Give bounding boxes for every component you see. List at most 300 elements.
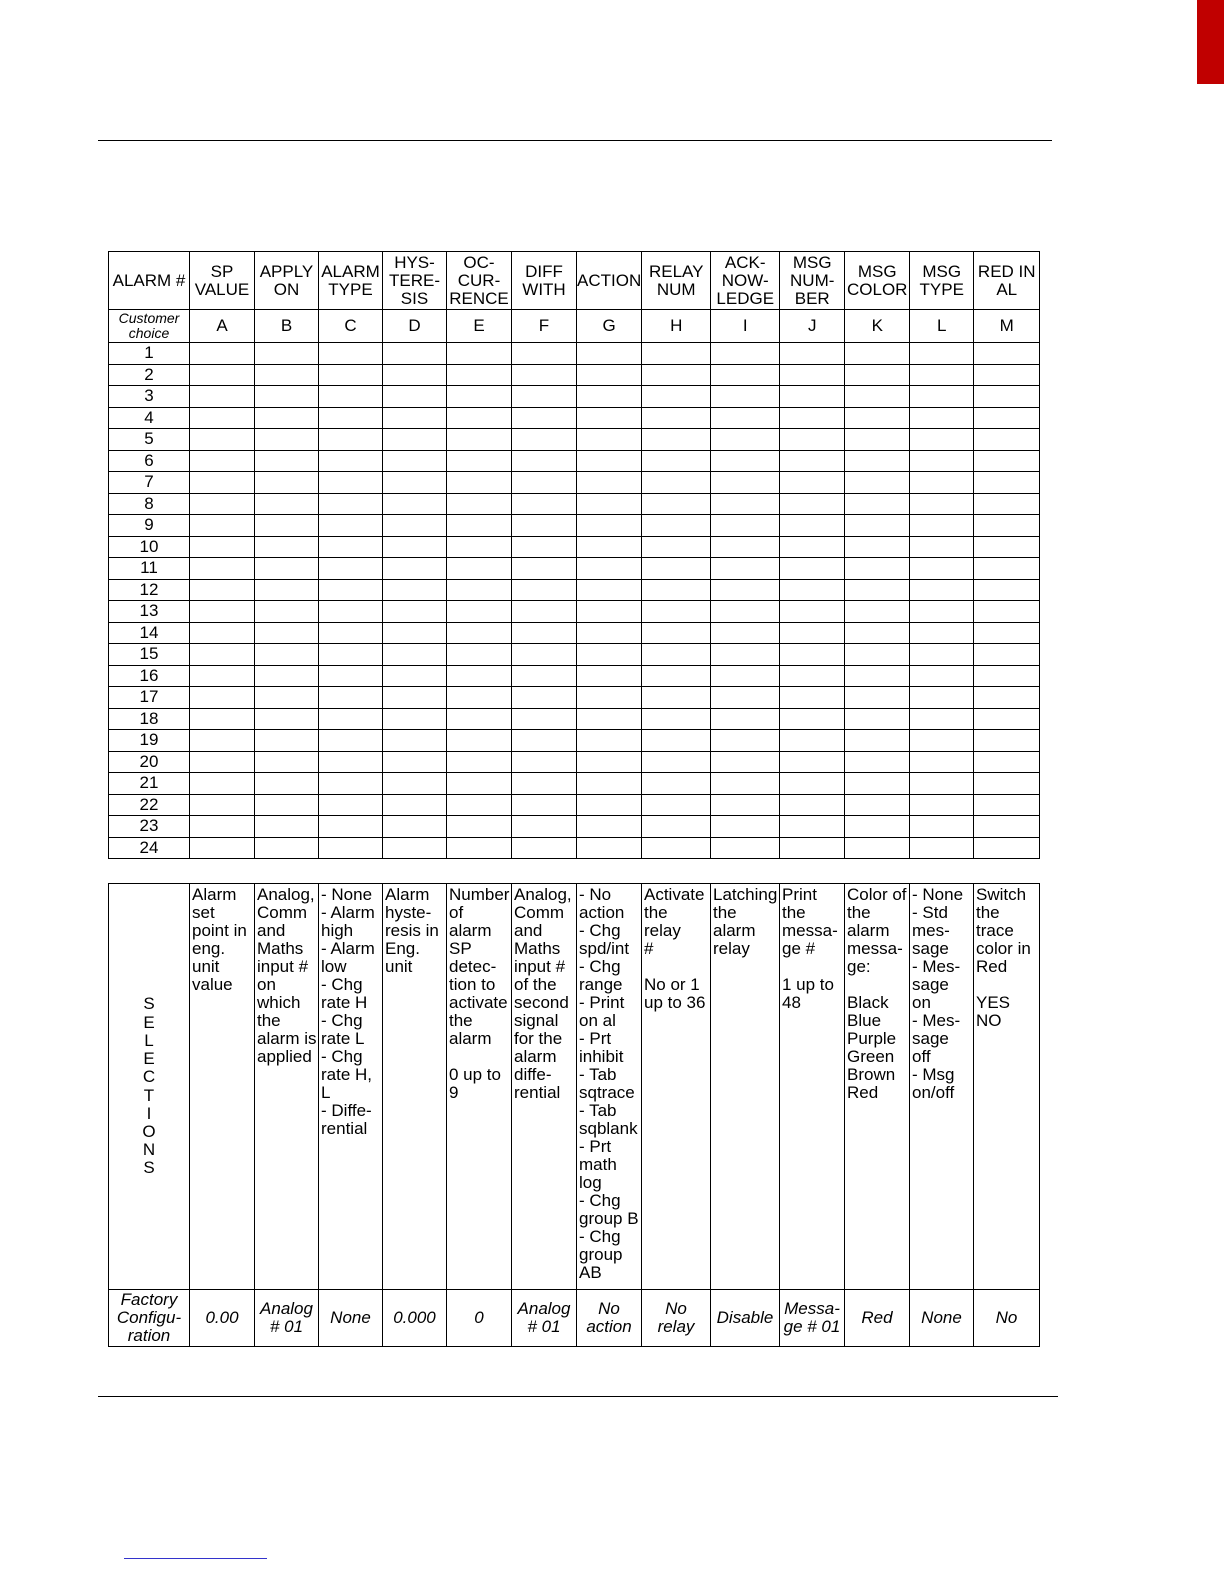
customer-choice-cell bbox=[447, 515, 512, 537]
customer-choice-cell bbox=[780, 730, 845, 752]
customer-choice-cell bbox=[711, 687, 780, 709]
customer-choice-cell bbox=[910, 558, 974, 580]
top-rule bbox=[98, 140, 1052, 141]
customer-choice-cell bbox=[974, 687, 1040, 709]
customer-choice-cell bbox=[255, 794, 319, 816]
header-cell: OC- CUR- RENCE bbox=[447, 252, 512, 310]
header-row bbox=[109, 252, 1040, 310]
alarm-row bbox=[109, 708, 1040, 730]
customer-choice-cell bbox=[642, 515, 711, 537]
alarm-number: 18 bbox=[109, 708, 190, 730]
customer-choice-cell bbox=[190, 622, 255, 644]
customer-choice-cell bbox=[845, 708, 910, 730]
column-letter: I bbox=[711, 310, 780, 343]
alarm-row bbox=[109, 536, 1040, 558]
selections-table bbox=[108, 883, 1040, 1347]
customer-choice-cell bbox=[974, 816, 1040, 838]
customer-choice-cell bbox=[577, 751, 642, 773]
customer-choice-cell bbox=[577, 472, 642, 494]
alarm-row bbox=[109, 472, 1040, 494]
customer-choice-cell bbox=[255, 622, 319, 644]
customer-choice-cell bbox=[845, 794, 910, 816]
customer-choice-cell bbox=[319, 708, 383, 730]
customer-choice-cell bbox=[512, 622, 577, 644]
customer-choice-cell bbox=[319, 558, 383, 580]
customer-choice-cell bbox=[383, 343, 447, 365]
customer-choice-cell bbox=[577, 515, 642, 537]
header-cell: HYS- TERE- SIS bbox=[383, 252, 447, 310]
customer-choice-cell bbox=[447, 665, 512, 687]
customer-choice-cell bbox=[780, 665, 845, 687]
customer-choice-cell bbox=[447, 493, 512, 515]
customer-choice-cell bbox=[642, 837, 711, 859]
customer-choice-cell bbox=[711, 601, 780, 623]
customer-choice-cell bbox=[383, 579, 447, 601]
factory-value: Disable bbox=[711, 1290, 780, 1347]
customer-choice-cell bbox=[447, 558, 512, 580]
customer-choice-cell bbox=[910, 601, 974, 623]
column-letter: H bbox=[642, 310, 711, 343]
customer-choice-cell bbox=[642, 579, 711, 601]
customer-choice-cell bbox=[711, 751, 780, 773]
alarm-number: 14 bbox=[109, 622, 190, 644]
customer-choice-cell bbox=[780, 343, 845, 365]
customer-choice-cell bbox=[910, 493, 974, 515]
customer-choice-cell bbox=[711, 622, 780, 644]
alarm-row bbox=[109, 601, 1040, 623]
customer-choice-cell bbox=[383, 450, 447, 472]
alarm-number: 15 bbox=[109, 644, 190, 666]
customer-choice-cell bbox=[190, 837, 255, 859]
customer-choice-cell bbox=[255, 665, 319, 687]
alarm-row bbox=[109, 386, 1040, 408]
alarm-number: 8 bbox=[109, 493, 190, 515]
customer-choice-cell bbox=[780, 364, 845, 386]
customer-choice-cell bbox=[383, 687, 447, 709]
customer-choice-cell bbox=[642, 407, 711, 429]
alarm-row bbox=[109, 644, 1040, 666]
customer-choice-cell bbox=[910, 816, 974, 838]
customer-choice-cell bbox=[974, 386, 1040, 408]
customer-choice-cell bbox=[190, 536, 255, 558]
customer-choice-cell bbox=[383, 794, 447, 816]
customer-choice-cell bbox=[910, 751, 974, 773]
column-letter: C bbox=[319, 310, 383, 343]
factory-value: Messa- ge # 01 bbox=[780, 1290, 845, 1347]
customer-choice-cell bbox=[255, 837, 319, 859]
customer-choice-cell bbox=[577, 837, 642, 859]
customer-choice-row bbox=[109, 310, 1040, 343]
header-cell: ACTION bbox=[577, 252, 642, 310]
customer-choice-cell bbox=[383, 472, 447, 494]
customer-choice-cell bbox=[319, 601, 383, 623]
customer-choice-cell bbox=[255, 708, 319, 730]
customer-choice-cell bbox=[447, 343, 512, 365]
customer-choice-cell bbox=[974, 665, 1040, 687]
customer-choice-cell bbox=[190, 816, 255, 838]
customer-choice-cell bbox=[780, 429, 845, 451]
header-cell: DIFF WITH bbox=[512, 252, 577, 310]
header-cell: RED IN AL bbox=[974, 252, 1040, 310]
column-letter: E bbox=[447, 310, 512, 343]
selections-label-text: S E L E C T I O N S bbox=[142, 994, 156, 1178]
customer-choice-cell bbox=[577, 794, 642, 816]
alarm-number: 20 bbox=[109, 751, 190, 773]
customer-choice-cell bbox=[383, 536, 447, 558]
customer-choice-cell bbox=[910, 708, 974, 730]
customer-choice-cell bbox=[974, 773, 1040, 795]
alarm-row bbox=[109, 429, 1040, 451]
column-letter: A bbox=[190, 310, 255, 343]
factory-value: Analog # 01 bbox=[255, 1290, 319, 1347]
alarm-number: 6 bbox=[109, 450, 190, 472]
header-cell: ALARM TYPE bbox=[319, 252, 383, 310]
customer-choice-cell bbox=[780, 558, 845, 580]
column-letter: D bbox=[383, 310, 447, 343]
alarm-number: 22 bbox=[109, 794, 190, 816]
customer-choice-cell bbox=[512, 407, 577, 429]
customer-choice-cell bbox=[711, 429, 780, 451]
customer-choice-cell bbox=[255, 536, 319, 558]
customer-choice-cell bbox=[845, 644, 910, 666]
customer-choice-cell bbox=[447, 794, 512, 816]
customer-choice-cell bbox=[447, 751, 512, 773]
customer-choice-cell bbox=[190, 558, 255, 580]
customer-choice-cell bbox=[319, 644, 383, 666]
customer-choice-cell bbox=[974, 407, 1040, 429]
customer-choice-cell bbox=[577, 730, 642, 752]
alarm-number: 5 bbox=[109, 429, 190, 451]
alarm-number: 23 bbox=[109, 816, 190, 838]
customer-choice-cell bbox=[577, 493, 642, 515]
customer-choice-cell bbox=[383, 730, 447, 752]
customer-choice-cell bbox=[845, 536, 910, 558]
customer-choice-cell bbox=[845, 837, 910, 859]
customer-choice-cell bbox=[319, 579, 383, 601]
customer-choice-cell bbox=[383, 773, 447, 795]
customer-choice-cell bbox=[190, 773, 255, 795]
footer-link-underline bbox=[124, 1558, 267, 1559]
customer-choice-cell bbox=[974, 730, 1040, 752]
customer-choice-cell bbox=[512, 816, 577, 838]
customer-choice-cell bbox=[780, 472, 845, 494]
customer-choice-cell bbox=[255, 450, 319, 472]
customer-choice-cell bbox=[512, 515, 577, 537]
customer-choice-cell bbox=[711, 493, 780, 515]
alarm-row bbox=[109, 407, 1040, 429]
customer-choice-cell bbox=[447, 622, 512, 644]
customer-choice-cell bbox=[577, 816, 642, 838]
alarm-row bbox=[109, 450, 1040, 472]
customer-choice-cell bbox=[255, 386, 319, 408]
factory-value: None bbox=[910, 1290, 974, 1347]
customer-choice-cell bbox=[910, 579, 974, 601]
customer-choice-cell bbox=[447, 601, 512, 623]
customer-choice-cell bbox=[512, 472, 577, 494]
factory-value: No action bbox=[577, 1290, 642, 1347]
selection-cell: Activate the relay # No or 1 up to 36 bbox=[642, 884, 711, 1290]
customer-choice-cell bbox=[845, 622, 910, 644]
selection-cell: - No action - Chg spd/int - Chg range - Print on al - Prt inhibit - Tab sqtrace - Tab sqblank - Prt math log - Chg group B - Chg group AB bbox=[577, 884, 642, 1290]
customer-choice-cell bbox=[910, 665, 974, 687]
customer-choice-cell bbox=[255, 472, 319, 494]
header-cell: SP VALUE bbox=[190, 252, 255, 310]
customer-choice-cell bbox=[190, 687, 255, 709]
alarm-number: 17 bbox=[109, 687, 190, 709]
customer-choice-cell bbox=[512, 386, 577, 408]
factory-value: 0.00 bbox=[190, 1290, 255, 1347]
customer-choice-cell bbox=[319, 665, 383, 687]
customer-choice-cell bbox=[255, 601, 319, 623]
customer-choice-cell bbox=[642, 558, 711, 580]
customer-choice-cell bbox=[642, 493, 711, 515]
customer-choice-cell bbox=[383, 601, 447, 623]
customer-choice-cell bbox=[190, 515, 255, 537]
customer-choice-cell bbox=[780, 493, 845, 515]
customer-choice-cell bbox=[845, 816, 910, 838]
alarm-row bbox=[109, 364, 1040, 386]
factory-value: No relay bbox=[642, 1290, 711, 1347]
customer-choice-cell bbox=[780, 536, 845, 558]
customer-choice-cell bbox=[512, 450, 577, 472]
header-cell: ALARM # bbox=[109, 252, 190, 310]
customer-choice-cell bbox=[845, 665, 910, 687]
customer-choice-cell bbox=[319, 536, 383, 558]
customer-choice-cell bbox=[845, 493, 910, 515]
customer-choice-cell bbox=[577, 622, 642, 644]
customer-choice-cell bbox=[974, 708, 1040, 730]
customer-choice-cell bbox=[512, 773, 577, 795]
customer-choice-cell bbox=[577, 429, 642, 451]
customer-choice-cell bbox=[512, 730, 577, 752]
customer-choice-cell bbox=[577, 343, 642, 365]
customer-choice-cell bbox=[512, 751, 577, 773]
bottom-rule bbox=[98, 1396, 1058, 1397]
customer-choice-cell bbox=[642, 773, 711, 795]
alarm-number: 11 bbox=[109, 558, 190, 580]
alarm-row bbox=[109, 493, 1040, 515]
customer-choice-cell bbox=[447, 644, 512, 666]
customer-choice-cell bbox=[190, 708, 255, 730]
customer-choice-cell bbox=[845, 386, 910, 408]
alarm-row bbox=[109, 837, 1040, 859]
customer-choice-cell bbox=[190, 343, 255, 365]
customer-choice-cell bbox=[383, 407, 447, 429]
customer-choice-cell bbox=[190, 601, 255, 623]
customer-choice-cell bbox=[512, 493, 577, 515]
customer-choice-cell bbox=[780, 751, 845, 773]
customer-choice-cell bbox=[383, 364, 447, 386]
customer-choice-cell bbox=[319, 364, 383, 386]
alarm-row bbox=[109, 579, 1040, 601]
customer-choice-cell bbox=[319, 493, 383, 515]
customer-choice-cell bbox=[711, 837, 780, 859]
customer-choice-cell bbox=[512, 536, 577, 558]
customer-choice-cell bbox=[383, 644, 447, 666]
customer-choice-cell bbox=[512, 429, 577, 451]
factory-value: 0 bbox=[447, 1290, 512, 1347]
alarm-number: 24 bbox=[109, 837, 190, 859]
customer-choice-cell bbox=[512, 794, 577, 816]
selection-cell: Alarm set point in eng. unit value bbox=[190, 884, 255, 1290]
customer-choice-cell bbox=[780, 579, 845, 601]
customer-choice-cell bbox=[642, 472, 711, 494]
customer-choice-cell bbox=[319, 730, 383, 752]
customer-choice-cell bbox=[974, 751, 1040, 773]
column-letter: F bbox=[512, 310, 577, 343]
customer-choice-cell bbox=[319, 386, 383, 408]
customer-choice-cell bbox=[845, 730, 910, 752]
selection-cell: Number of alarm SP detec- tion to activate the alarm 0 up to 9 bbox=[447, 884, 512, 1290]
customer-choice-cell bbox=[255, 515, 319, 537]
customer-choice-cell bbox=[845, 579, 910, 601]
alarm-number: 7 bbox=[109, 472, 190, 494]
customer-choice-cell bbox=[190, 429, 255, 451]
customer-choice-cell bbox=[383, 751, 447, 773]
alarm-row bbox=[109, 622, 1040, 644]
alarm-row bbox=[109, 794, 1040, 816]
customer-choice-cell bbox=[974, 450, 1040, 472]
customer-choice-cell bbox=[383, 558, 447, 580]
customer-choice-cell bbox=[319, 687, 383, 709]
customer-choice-cell bbox=[974, 794, 1040, 816]
customer-choice-cell bbox=[974, 536, 1040, 558]
customer-choice-cell bbox=[642, 343, 711, 365]
customer-choice-cell bbox=[577, 708, 642, 730]
customer-choice-cell bbox=[642, 730, 711, 752]
factory-value: 0.000 bbox=[383, 1290, 447, 1347]
customer-choice-cell bbox=[711, 816, 780, 838]
customer-choice-cell bbox=[319, 837, 383, 859]
customer-choice-cell bbox=[780, 708, 845, 730]
customer-choice-cell bbox=[447, 407, 512, 429]
customer-choice-cell bbox=[910, 364, 974, 386]
customer-choice-cell bbox=[642, 665, 711, 687]
customer-choice-cell bbox=[255, 687, 319, 709]
customer-choice-cell bbox=[255, 751, 319, 773]
customer-choice-cell bbox=[910, 837, 974, 859]
customer-choice-cell bbox=[845, 601, 910, 623]
selection-cell: Print the messa- ge # 1 up to 48 bbox=[780, 884, 845, 1290]
customer-choice-cell bbox=[974, 493, 1040, 515]
alarm-row bbox=[109, 665, 1040, 687]
customer-choice-cell bbox=[780, 407, 845, 429]
customer-choice-cell bbox=[711, 708, 780, 730]
customer-choice-cell bbox=[383, 665, 447, 687]
customer-choice-cell bbox=[319, 450, 383, 472]
alarm-number: 2 bbox=[109, 364, 190, 386]
customer-choice-cell bbox=[319, 622, 383, 644]
customer-choice-cell bbox=[577, 665, 642, 687]
selection-cell: Alarm hyste- resis in Eng. unit bbox=[383, 884, 447, 1290]
customer-choice-cell bbox=[447, 837, 512, 859]
customer-choice-cell bbox=[512, 364, 577, 386]
customer-choice-cell bbox=[383, 493, 447, 515]
customer-choice-cell bbox=[910, 472, 974, 494]
alarm-number: 1 bbox=[109, 343, 190, 365]
customer-choice-cell bbox=[711, 364, 780, 386]
alarm-row bbox=[109, 773, 1040, 795]
customer-choice-cell bbox=[255, 730, 319, 752]
customer-choice-cell bbox=[190, 794, 255, 816]
customer-choice-cell bbox=[780, 773, 845, 795]
customer-choice-cell bbox=[910, 622, 974, 644]
customer-choice-cell bbox=[974, 364, 1040, 386]
customer-choice-cell bbox=[383, 622, 447, 644]
selection-cell: Analog, Comm and Maths input # of the second signal for the alarm diffe- rential bbox=[512, 884, 577, 1290]
header-cell: MSG COLOR bbox=[845, 252, 910, 310]
customer-choice-cell bbox=[845, 515, 910, 537]
customer-choice-cell bbox=[780, 837, 845, 859]
customer-choice-cell bbox=[577, 579, 642, 601]
customer-choice-cell bbox=[190, 751, 255, 773]
selections-label bbox=[109, 884, 190, 1290]
customer-choice-cell bbox=[319, 816, 383, 838]
customer-choice-cell bbox=[845, 450, 910, 472]
customer-choice-cell bbox=[190, 665, 255, 687]
customer-choice-cell bbox=[190, 407, 255, 429]
customer-choice-cell bbox=[974, 558, 1040, 580]
customer-choice-cell bbox=[190, 493, 255, 515]
customer-choice-cell bbox=[780, 687, 845, 709]
customer-choice-cell bbox=[845, 407, 910, 429]
alarm-row bbox=[109, 343, 1040, 365]
factory-configuration-label: Factory Configu- ration bbox=[109, 1290, 190, 1347]
customer-choice-cell bbox=[577, 558, 642, 580]
alarm-number: 10 bbox=[109, 536, 190, 558]
customer-choice-cell bbox=[642, 687, 711, 709]
customer-choice-cell bbox=[845, 364, 910, 386]
alarm-number: 16 bbox=[109, 665, 190, 687]
customer-choice-cell bbox=[190, 386, 255, 408]
customer-choice-cell bbox=[974, 622, 1040, 644]
customer-choice-cell bbox=[974, 343, 1040, 365]
customer-choice-cell bbox=[255, 558, 319, 580]
header-cell: APPLY ON bbox=[255, 252, 319, 310]
customer-choice-cell bbox=[319, 773, 383, 795]
customer-choice-cell bbox=[780, 515, 845, 537]
customer-choice-cell bbox=[780, 816, 845, 838]
header-cell: MSG TYPE bbox=[910, 252, 974, 310]
selection-cell: Analog, Comm and Maths input # on which the alarm is applied bbox=[255, 884, 319, 1290]
customer-choice-cell bbox=[910, 536, 974, 558]
header-cell: MSG NUM- BER bbox=[780, 252, 845, 310]
customer-choice-cell bbox=[910, 386, 974, 408]
customer-choice-cell bbox=[447, 708, 512, 730]
customer-choice-cell bbox=[642, 386, 711, 408]
customer-choice-cell bbox=[512, 558, 577, 580]
customer-choice-cell bbox=[642, 751, 711, 773]
customer-choice-cell bbox=[512, 579, 577, 601]
customer-choice-cell bbox=[512, 644, 577, 666]
alarm-number: 3 bbox=[109, 386, 190, 408]
customer-choice-cell bbox=[190, 730, 255, 752]
customer-choice-cell bbox=[910, 773, 974, 795]
customer-choice-cell bbox=[319, 429, 383, 451]
customer-choice-cell bbox=[642, 644, 711, 666]
customer-choice-cell bbox=[577, 644, 642, 666]
customer-choice-label: Customer choice bbox=[109, 310, 190, 343]
selections-row bbox=[109, 884, 1040, 1290]
selection-cell: Latching the alarm relay bbox=[711, 884, 780, 1290]
customer-choice-cell bbox=[512, 837, 577, 859]
customer-choice-cell bbox=[512, 601, 577, 623]
customer-choice-cell bbox=[711, 665, 780, 687]
customer-choice-cell bbox=[577, 386, 642, 408]
customer-choice-cell bbox=[642, 364, 711, 386]
customer-choice-cell bbox=[383, 386, 447, 408]
customer-choice-cell bbox=[711, 407, 780, 429]
